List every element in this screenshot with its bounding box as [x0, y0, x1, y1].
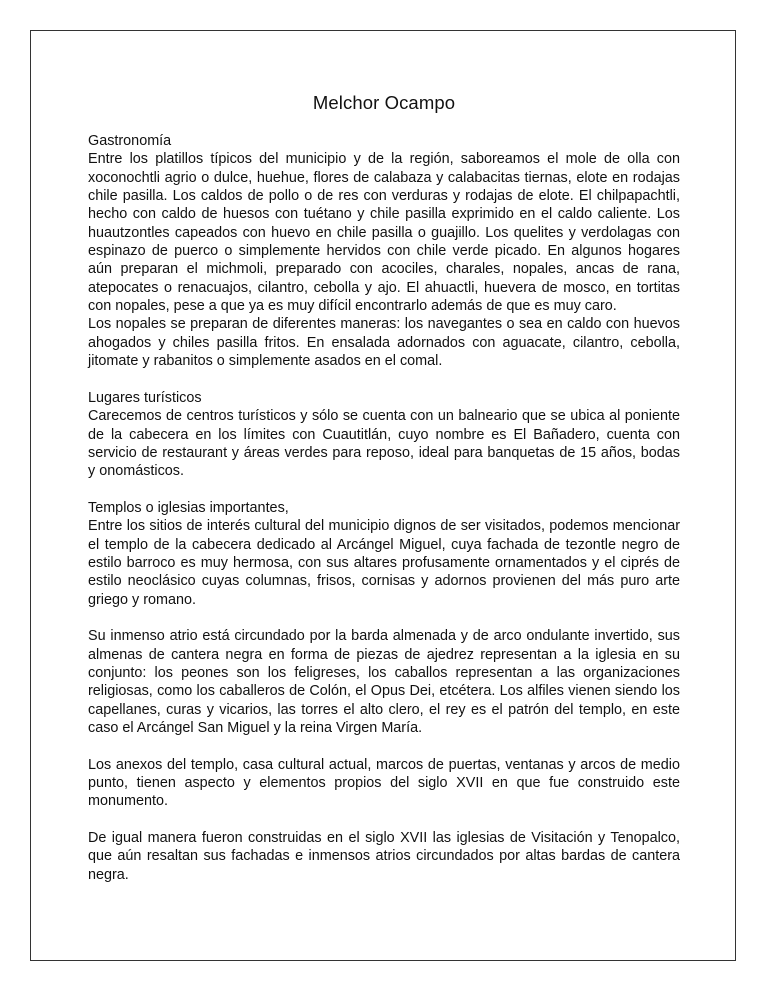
paragraph-gap — [88, 481, 680, 499]
document-title: Melchor Ocampo — [312, 92, 456, 113]
section-heading-lugares: Lugares turísticos — [88, 389, 202, 406]
paragraph-gap — [88, 811, 680, 829]
paragraph-templos-3: Los anexos del templo, casa cultural actual, marcos de puertas, ventanas y arcos de medio punto, tienen aspecto y elementos propios del siglo XVII en que fue construido este monumento. — [88, 756, 680, 810]
section-heading-templos: Templos o iglesias importantes, — [88, 499, 289, 516]
paragraph-gap — [88, 609, 680, 627]
paragraph-gastronomia-1: Entre los platillos típicos del municipio y de la región, saboreamos el mole de olla con xoconochtli agrio o dulce, huehue, flores de calabaza y calabacitas tiernas, elote en rodajas chile pasilla. Los caldos de pollo o de res con verduras y rodajas de elote. El chilpapachtli, hecho con caldo de huesos con tuétano y chile pasilla exprimido en el caldo caliente. Los huautzontles capeados con huevo en chile pasilla o guajillo. Los quelites y verdolagas con espinazo de puerco o simplemente hervidos con chile verde picado. En algunos hogares aún preparan el michmoli, preparado con acociles, charales, nopales, ancas de rana, atepocates o renacuajos, cilantro, cebolla y ajo. El ahuactli, huevera de mosco, en tortitas con nopales, pese a que ya es muy difícil encontrarlo además de que es muy caro. — [88, 151, 680, 315]
section-heading-gastronomia: Gastronomía — [88, 133, 172, 149]
paragraph-lugares-1: Carecemos de centros turísticos y sólo se cuenta con un balneario que se ubica al poniente de la cabecera en los límites con Cuautitlán, cuyo nombre es El Bañadero, cuenta con servicio de restaurant y áreas verdes para reposo, ideal para banquetas de 15 años, bodas y onomásticos. — [88, 408, 680, 480]
paragraph-gap — [88, 370, 680, 388]
paragraph-templos-1: Entre los sitios de interés cultural del municipio dignos de ser visitados, podemos mencionar el templo de la cabecera dedicado al Arcángel Miguel, cuya fachada de tezontle negro de estilo barroco es muy hermosa, con sus altares profusamente ornamentados y el ciprés de estilo neoclásico cuyas columnas, frisos, cornisas y adornos provienen del más puro arte griego y romano. — [88, 518, 680, 608]
paragraph-gastronomia-2: Los nopales se preparan de diferentes maneras: los navegantes o sea en caldo con huevos ahogados y chiles pasilla fritos. En ensalada adornados con aguacate, cilantro, cebolla, jitomate y rabanitos o simplemente asados en el comal. — [88, 316, 680, 370]
document-body — [88, 132, 680, 884]
paragraph-templos-4: De igual manera fueron construidas en el siglo XVII las iglesias de Visitación y Tenopalco, que aún resaltan sus fachadas e inmensos atrios circundados por altas bardas de cantera negra. — [88, 830, 680, 883]
paragraph-templos-2: Su inmenso atrio está circundado por la barda almenada y de arco ondulante invertido, sus almenas de cantera negra en forma de piezas de ajedrez representan a la iglesia en su conjunto: los peones son los feligreses, los caballos representan a las organizaciones religiosas, como los caballeros de Colón, el Opus Dei, etcétera. Los alfiles vienen siendo los capellanes, curas y vicarios, las torres el alto clero, el rey es el patrón del templo, en este caso el Arcángel San Miguel y la reina Virgen María. — [88, 628, 680, 736]
paragraph-gap — [88, 737, 680, 755]
